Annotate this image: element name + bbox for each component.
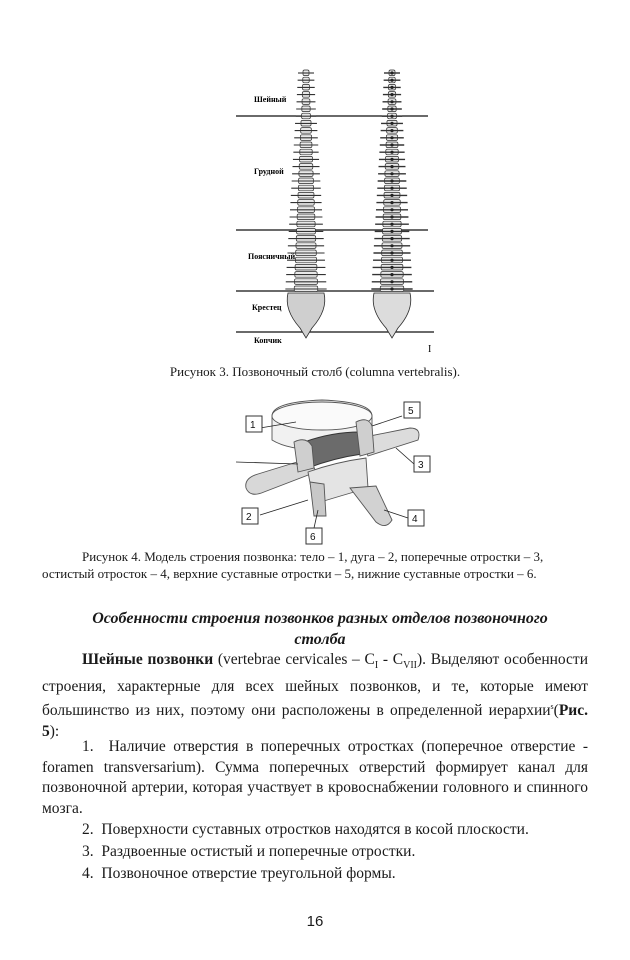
spinous-process (350, 486, 392, 526)
footnote-marker: s (550, 702, 554, 712)
subscript-a: I (374, 660, 379, 672)
list-item (42, 864, 588, 885)
callout-3: 3 (418, 460, 424, 471)
list-item-number: 2. (82, 821, 94, 839)
paragraph-text-b: - C (378, 651, 404, 668)
label-thoracic: Грудной (254, 167, 284, 176)
figure4-caption (42, 548, 592, 582)
list-item-text: Поверхности суставных отростков находятся в косой плоскости. (101, 821, 529, 839)
cervical-paragraph (42, 650, 588, 743)
callout-4: 4 (412, 514, 418, 525)
spine-front-view (285, 70, 326, 338)
figure-marker: I (428, 344, 432, 355)
ref-open: ( (553, 702, 559, 720)
list-item (42, 842, 588, 863)
paragraph-lead: Шейные позвонки (82, 651, 214, 668)
subscript-b: VII (403, 660, 418, 672)
spine-figure (230, 60, 440, 360)
list-item-number: 1. (82, 738, 94, 755)
callout-2: 2 (246, 512, 252, 523)
figure3-caption: Рисунок 3. Позвоночный столб (columna vertebralis). (169, 364, 461, 379)
paragraph-text-c: ). Выделяют особенности строения, характерные для всех шейных позвонков, и те, которые имеют большинство из них, поэтому они расположены в определенной иерархии (42, 651, 588, 720)
vertebra-model-figure (236, 392, 436, 546)
label-cervical: Шейный (254, 95, 287, 104)
list-item-text: Раздвоенные остистый и поперечные отростки. (101, 842, 416, 860)
ref-close: ): (49, 723, 60, 741)
list-item (42, 820, 588, 841)
callout-1: 1 (250, 420, 256, 431)
callout-5: 5 (408, 406, 414, 417)
spine-back-view (371, 70, 412, 338)
list-item (42, 737, 588, 819)
list-item-text: Наличие отверстия в поперечных отростках (поперечное отверстие - foramen transversarium). Сумма поперечных отверстий формирует канал для позвоночной артерии, которая участвует в кровоснабжении головного и спинного мозга. (42, 738, 588, 817)
figure4-caption-line2: остистый отросток – 4, верхние суставные отростки – 5, нижние суставные отростки – 6. (42, 566, 537, 581)
figure-reference: Рис. 5 (42, 702, 588, 741)
list-item-number: 3. (82, 842, 94, 860)
section-heading (60, 608, 580, 650)
label-lumbar: Поясничный (248, 252, 296, 261)
callout-6: 6 (310, 532, 316, 543)
page-number: 16 (306, 913, 324, 930)
label-coccyx: Копчик (254, 336, 282, 345)
paragraph-text-a: (vertebrae cervicales – C (213, 651, 375, 668)
section-heading-line2: столба (294, 631, 346, 648)
section-heading-line1: Особенности строения позвонков разных отделов позвоночного (92, 610, 548, 627)
superior-articular-process-left (294, 440, 314, 472)
figure4-caption-line1: Рисунок 4. Модель строения позвонка: тело – 1, дуга – 2, поперечные отростки – 3, (82, 549, 544, 564)
list-item-number: 4. (82, 864, 94, 882)
label-sacrum: Крестец (252, 303, 282, 312)
list-item-text: Позвоночное отверстие треугольной формы. (101, 864, 396, 882)
features-list (42, 737, 588, 884)
